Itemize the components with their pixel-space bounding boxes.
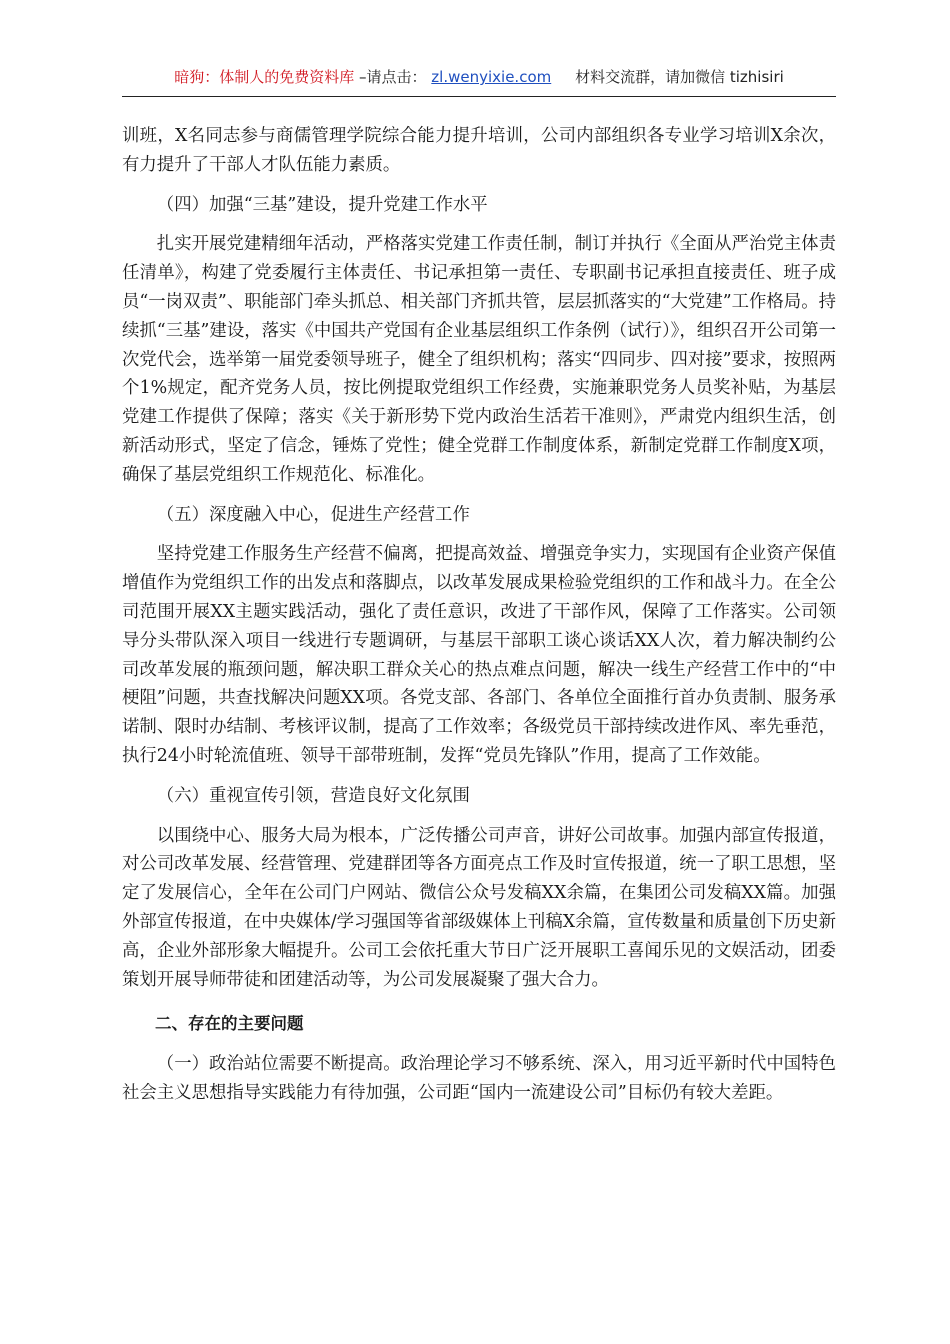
section-heading-4: （四）加强“三基”建设，提升党建工作水平 (156, 194, 488, 215)
paragraph-party-building: 扎实开展党建精细年活动，严格落实党建工作责任制，制订并执行《全面从严治党主体责任清单》，构建了党委履行主体责任、书记承担第一责任、专职副书记承担直接责任、班子成员“一岗双责”、职能部门牵头抓总、相关部门齐抓共管，层层抓落实的“大党建”工作格局。持续抓“三基”建设，落实《中国共产党国有企业基层组织工作条例（试行）》，组织召开公司第一次党代会，选举第一届党委领导班子，健全了组织机构；落实“四同步、四对接”要求，按照两个1%规定，配齐党务人员，按比例提取党组织工作经费，实施兼职党务人员奖补贴，为基层党建工作提供了保障；落实《关于新形势下党内政治生活若干准则》，严肃党内组织生活，创新活动形式，坚定了信念，锤炼了党性；健全党群工作制度体系，新制定党群工作制度X项，确保了基层党组织工作规范化、标准化。 (122, 234, 836, 485)
paragraph-publicity: 以围绕中心、服务大局为根本，广泛传播公司声音，讲好公司故事。加强内部宣传报道，对公司改革发展、经营管理、党建群团等各方面亮点工作及时宣传报道，统一了职工思想，坚定了发展信心，全年在公司门户网站、微信公众号发稿XX余篇，在集团公司发稿XX篇。加强外部宣传报道，在中央媒体/学习强国等省部级媒体上刊稿X余篇，宣传数量和质量创下历史新高，企业外部形象大幅提升。公司工会依托重大节日广泛开展职工喜闻乐见的文娱活动，团委策划开展导师带徒和团建活动等，为公司发展凝聚了强大合力。 (122, 825, 836, 990)
paragraph-problem-1: （一）政治站位需要不断提高。政治理论学习不够系统、深入，用习近平新时代中国特色社会主义思想指导实践能力有待加强，公司距“国内一流建设公司”目标仍有较大差距。 (122, 1054, 836, 1103)
paragraph-continuation: 训班，X名同志参与商儒管理学院综合能力提升培训，公司内部组织各专业学习培训X余次，有力提升了干部人才队伍能力素质。 (122, 126, 836, 175)
header-click-prompt: –请点击： (359, 68, 427, 86)
document-body (122, 122, 836, 1108)
page-header (122, 66, 836, 97)
section-heading-6: （六）重视宣传引领，营造良好文化氛围 (156, 785, 470, 806)
header-wechat-note: 材料交流群，请加微信 tizhisiri (575, 68, 784, 86)
chapter-heading-problems: 二、存在的主要问题 (155, 1014, 304, 1034)
header-site-name: 暗狗：体制人的免费资料库 (174, 68, 355, 86)
paragraph-production: 坚持党建工作服务生产经营不偏离，把提高效益、增强竞争实力，实现国有企业资产保值增值作为党组织工作的出发点和落脚点，以改革发展成果检验党组织的工作和战斗力。在全公司范围开展XX主题实践活动，强化了责任意识，改进了干部作风，保障了工作落实。公司领导分头带队深入项目一线进行专题调研，与基层干部职工谈心谈话XX人次，着力解决制约公司改革发展的瓶颈问题，解决职工群众关心的热点难点问题，解决一线生产经营工作中的“中梗阻”问题，共查找解决问题XX项。各党支部、各部门、各单位全面推行首办负责制、服务承诺制、限时办结制、考核评议制，提高了工作效率；各级党员干部持续改进作风、率先垂范，执行24小时轮流值班、领导干部带班制，发挥“党员先锋队”作用，提高了工作效能。 (122, 544, 836, 766)
section-heading-5: （五）深度融入中心，促进生产经营工作 (156, 504, 470, 525)
header-link[interactable]: zl.wenyixie.com (431, 68, 552, 86)
